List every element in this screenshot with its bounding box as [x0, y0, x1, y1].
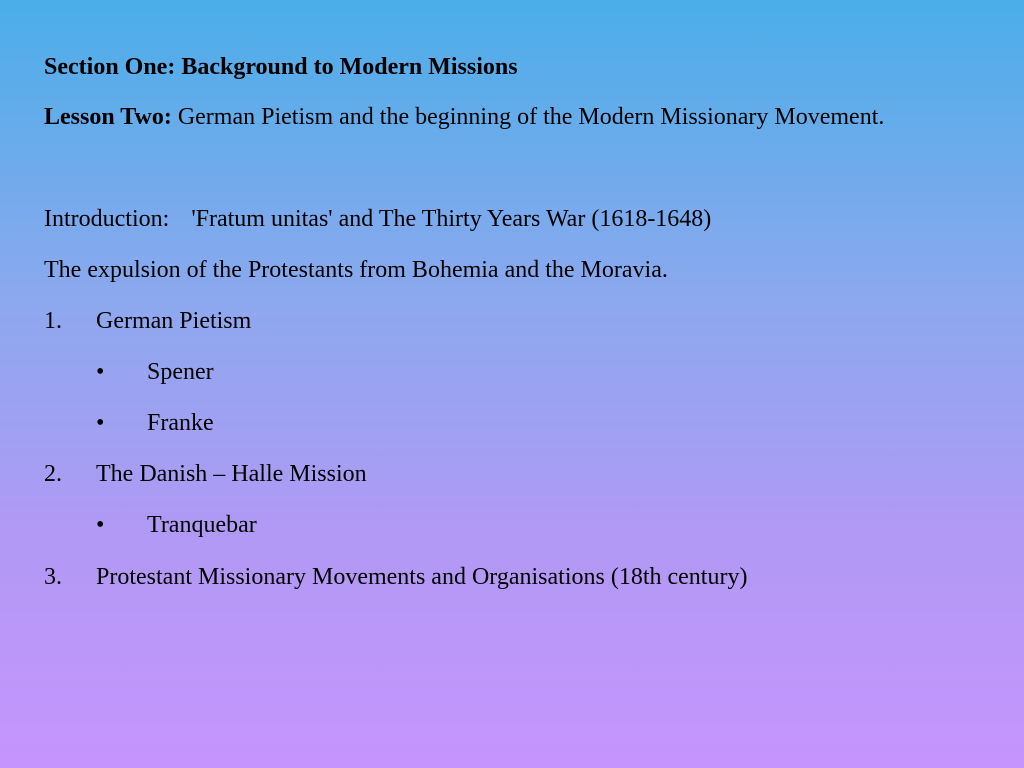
- item-number: 1.: [44, 308, 62, 334]
- bullet-icon: •: [96, 410, 105, 436]
- item-text: The Danish – Halle Mission: [96, 461, 367, 487]
- introduction-label: Introduction:: [44, 206, 170, 232]
- sub-item-text: Spener: [147, 359, 214, 385]
- introduction-text: 'Fratum unitas' and The Thirty Years War (1618-1648): [191, 206, 712, 232]
- item-text: German Pietism: [96, 308, 252, 334]
- bullet-icon: •: [96, 512, 105, 538]
- item-text: Protestant Missionary Movements and Organisations (18th century): [96, 564, 748, 590]
- expulsion-text: The expulsion of the Protestants from Bohemia and the Moravia.: [44, 257, 668, 283]
- lesson-heading: [44, 100, 944, 134]
- bullet-icon: •: [96, 359, 105, 385]
- introduction-line: [44, 202, 711, 236]
- lesson-text: German Pietism and the beginning of the Modern Missionary Movement.: [171, 104, 885, 130]
- section-title: Section One: Background to Modern Missions: [44, 54, 518, 80]
- sub-item-text: Franke: [147, 410, 214, 436]
- item-number: 2.: [44, 461, 62, 487]
- item-number: 3.: [44, 564, 62, 590]
- lesson-label: Lesson Two:: [44, 104, 172, 130]
- sub-item-text: Tranquebar: [147, 512, 257, 538]
